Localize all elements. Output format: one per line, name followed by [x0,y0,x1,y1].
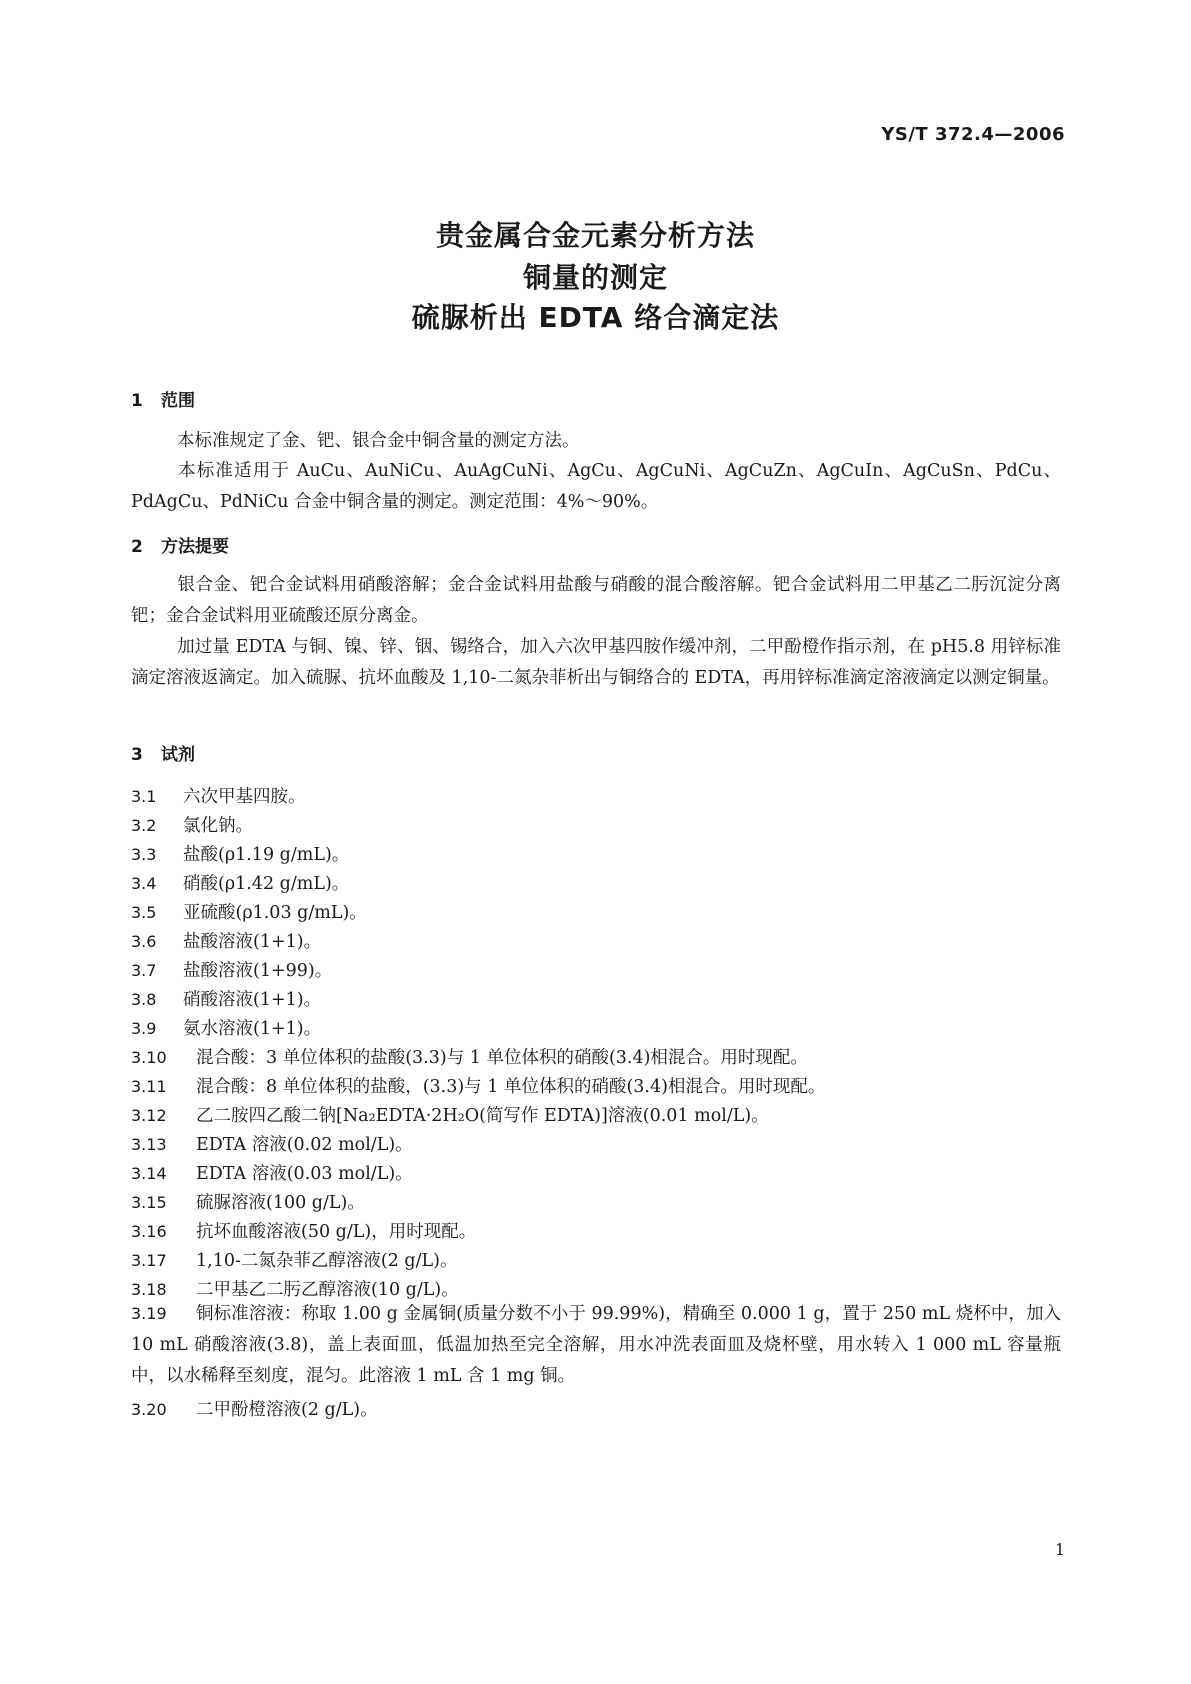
reagent-item: 3.1 六次甲基四胺。 [131,787,306,807]
standard-number: YS/T 372.4—2006 [881,124,1065,145]
reagent-item: 3.5 亚硫酸(ρ1.03 g/mL)。 [131,903,367,923]
title-line-1: 贵金属合金元素分析方法 [435,219,755,252]
reagent-item: 3.17 1,10-二氮杂菲乙醇溶液(2 g/L)。 [131,1251,458,1271]
paragraph-text: 本标准适用于 AuCu、AuNiCu、AuAgCuNi、AgCu、AgCuNi、AgCuZn、AgCuIn、AgCuSn、PdCu、PdAgCu、PdNiCu 合金中铜含量的测定。测定范围：4%～90%。 [131,461,1061,512]
reagent-item: 3.14 EDTA 溶液(0.03 mol/L)。 [131,1164,413,1184]
reagent-item: 3.18 二甲基乙二肟乙醇溶液(10 g/L)。 [131,1280,459,1300]
reagent-item: 3.7 盐酸溶液(1+99)。 [131,961,333,981]
reagent-item: 3.19 铜标准溶液：称取 1.00 g 金属铜(质量分数不小于 99.99%)，精确至 0.000 1 g，置于 250 mL 烧杯中，加入 10 mL 硝酸溶液(3.8)，盖上表面皿，低温加热至完全溶解，用水冲洗表面皿及烧杯壁，用水转入 1 000 mL 容量瓶中，以水稀释至刻度，混匀。此溶液 1 mL 含 1 mg 铜。 [131,1304,1061,1386]
paragraph-text: 加过量 EDTA 与铜、镍、锌、铟、锡络合，加入六次甲基四胺作缓冲剂，二甲酚橙作指示剂，在 pH5.8 用锌标准滴定溶液返滴定。加入硫脲、抗坏血酸及 1,10-二氮杂菲析出与铜络合的 EDTA，再用锌标准滴定溶液滴定以测定铜量。 [131,637,1061,688]
section-2-heading [131,532,229,557]
reagent-item: 3.10 混合酸：3 单位体积的盐酸(3.3)与 1 单位体积的硝酸(3.4)相混合。用时现配。 [131,1048,808,1068]
title-line-2: 铜量的测定 [522,261,668,294]
section-number: 1 [131,391,143,411]
page-number: 1 [1054,1540,1065,1559]
section-title: 方法提要 [161,537,229,557]
reagent-item: 3.11 混合酸：8 单位体积的盐酸，(3.3)与 1 单位体积的硝酸(3.4)相混合。用时现配。 [131,1077,826,1097]
reagent-item: 3.15 硫脲溶液(100 g/L)。 [131,1193,365,1213]
paragraph-text: 本标准规定了金、钯、银合金中铜含量的测定方法。 [177,431,580,451]
section-1-heading [131,386,195,411]
reagent-item: 3.4 硝酸(ρ1.42 g/mL)。 [131,874,350,894]
section-title: 试剂 [161,745,195,765]
reagent-item: 3.13 EDTA 溶液(0.02 mol/L)。 [131,1135,413,1155]
reagent-item: 3.20 二甲酚橙溶液(2 g/L)。 [131,1400,378,1420]
reagent-item: 3.3 盐酸(ρ1.19 g/mL)。 [131,845,350,865]
title-line-3: 硫脲析出 EDTA 络合滴定法 [411,301,780,334]
reagent-item: 3.8 硝酸溶液(1+1)。 [131,990,322,1010]
reagent-item: 3.6 盐酸溶液(1+1)。 [131,932,322,952]
section-2-paragraph-1 [131,570,1061,632]
reagent-item: 3.12 乙二胺四乙酸二钠[Na₂EDTA·2H₂O(简写作 EDTA)]溶液(0.01 mol/L)。 [131,1106,769,1126]
section-title: 范围 [161,391,195,411]
section-2-paragraph-2 [131,632,1061,694]
reagent-item: 3.9 氨水溶液(1+1)。 [131,1019,322,1039]
section-1-paragraph-1 [131,426,1061,457]
section-number: 3 [131,745,143,765]
paragraph-text: 银合金、钯合金试料用硝酸溶解；金合金试料用盐酸与硝酸的混合酸溶解。钯合金试料用二甲基乙二肟沉淀分离钯；金合金试料用亚硫酸还原分离金。 [131,575,1061,626]
reagent-item: 3.2 氯化钠。 [131,816,253,836]
section-1-paragraph-2 [131,456,1061,518]
section-3-heading [131,740,195,765]
reagent-item: 3.16 抗坏血酸溶液(50 g/L)，用时现配。 [131,1222,477,1242]
section-number: 2 [131,537,143,557]
